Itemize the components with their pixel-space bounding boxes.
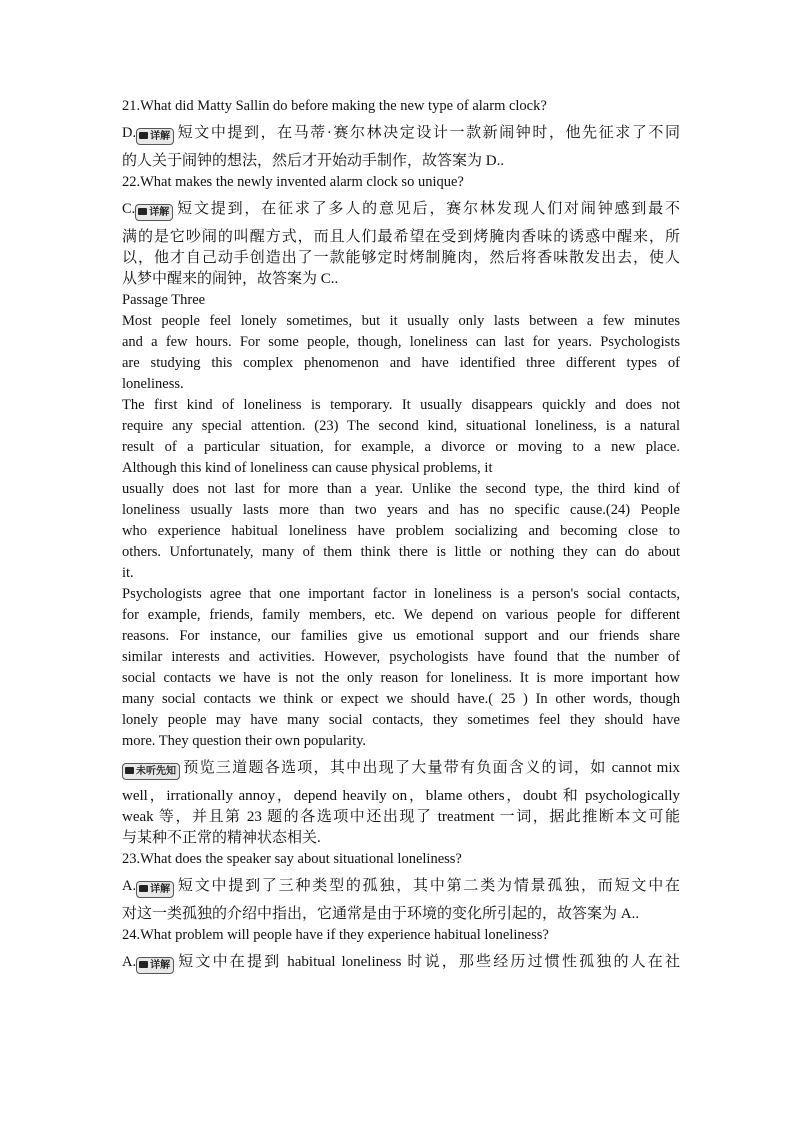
answer-22-explanation-cont: 从梦中醒来的闹钟，故答案为 C.. [122, 271, 339, 287]
question-23: 23.What does the speaker say about situational loneliness? [122, 851, 462, 867]
passage-line: and a few hours. For some people, though, loneliness can last for years. Psychologists [122, 334, 680, 350]
passage-line: require any special attention. (23) The second kind, situational loneliness, is a natural [122, 418, 680, 434]
answer-21-explanation-cont: 的人关于闹钟的想法，然后才开始动手制作，故答案为 D.. [122, 153, 505, 169]
answer-23 [122, 876, 680, 898]
answer-22-explanation-cont: 满的是它吵闹的叫醒方式，而且人们最希望在受到烤腌肉香味的诱惑中醒来，所 [122, 229, 680, 245]
answer-21-explanation: 短文中提到，在马蒂·赛尔林决定设计一款新闹钟时，他先征求了不同 [176, 125, 680, 141]
passage-line: loneliness usually lasts more than two years and has no specific cause.(24) People [122, 502, 680, 518]
preview-text: 预览三道题各选项，其中出现了大量带有负面含义的词，如 cannot mix [182, 760, 680, 776]
passage-line: lonely people may have many social contacts, they sometimes feel they should have [122, 712, 680, 728]
answer-22 [122, 199, 680, 221]
answer-24-letter: A. [122, 954, 137, 970]
passage-line: Although this kind of loneliness can cause physical problems, it [122, 460, 493, 476]
detail-badge: 详解 [136, 881, 174, 898]
passage-line: many social contacts we think or expect we should have.( 25 ) In other words, though [122, 691, 680, 707]
passage-line: result of a particular situation, for example, a divorce or moving to a new place. [122, 439, 680, 455]
answer-24 [122, 952, 680, 974]
answer-22-letter: C. [122, 201, 136, 217]
passage-line: are studying this complex phenomenon and have identified three different types of [122, 355, 680, 371]
detail-badge: 详解 [135, 204, 173, 221]
passage-line: Psychologists agree that one important factor in loneliness is a person's social contacts, [122, 586, 680, 602]
detail-badge: 详解 [136, 128, 174, 145]
passage-line: usually does not last for more than a year. Unlike the second type, the third kind of [122, 481, 680, 497]
detail-badge: 详解 [136, 957, 174, 974]
folder-icon [139, 132, 148, 139]
question-22: 22.What makes the newly invented alarm clock so unique? [122, 174, 464, 190]
preview-text-cont: weak 等，并且第 23 题的各选项中还出现了 treatment 一词，据此推断本文可能 [122, 809, 680, 825]
answer-22-explanation: 短文提到，在征求了多人的意见后，赛尔林发现人们对闹钟感到最不 [175, 201, 680, 217]
preview-note [122, 758, 680, 780]
preview-badge: 未听先知 [122, 763, 180, 780]
answer-23-explanation-cont: 对这一类孤独的介绍中指出，它通常是由于环境的变化所引起的，故答案为 A.. [122, 906, 640, 922]
passage-line: Most people feel lonely sometimes, but it usually only lasts between a few minutes [122, 313, 680, 329]
folder-icon [138, 208, 147, 215]
passage-line: for example, friends, family members, etc. We depend on various people for different [122, 607, 680, 623]
passage-line: loneliness. [122, 376, 184, 392]
passage-line: reasons. For instance, our families give us emotional support and our friends share [122, 628, 680, 644]
passage-title: Passage Three [122, 292, 206, 308]
answer-24-explanation: 短文中在提到 habitual loneliness 时说，那些经历过惯性孤独的人在社 [176, 954, 680, 970]
question-21: 21.What did Matty Sallin do before making the new type of alarm clock? [122, 98, 547, 114]
passage-line: who experience habitual loneliness have problem socializing and becoming close to [122, 523, 680, 539]
passage-line: others. Unfortunately, many of them think there is little or nothing they can do about [122, 544, 680, 560]
preview-text-cont: 与某种不正常的精神状态相关. [122, 830, 321, 846]
answer-21-letter: D. [122, 125, 137, 141]
passage-line: it. [122, 565, 134, 581]
passage-line: more. They question their own popularity. [122, 733, 367, 749]
folder-icon [139, 961, 148, 968]
passage-line: social contacts we have is not the only reason for loneliness. It is more important how [122, 670, 680, 686]
preview-text-cont: well，irrationally annoy，depend heavily on，blame others，doubt 和 psychologically [122, 788, 680, 804]
folder-icon [139, 885, 148, 892]
question-24: 24.What problem will people have if they experience habitual loneliness? [122, 927, 549, 943]
folder-icon [125, 767, 134, 774]
answer-21 [122, 123, 680, 145]
passage-line: similar interests and activities. However, psychologists have found that the number of [122, 649, 680, 665]
answer-23-letter: A. [122, 878, 137, 894]
passage-line: The first kind of loneliness is temporary. It usually disappears quickly and does not [122, 397, 680, 413]
document-page [122, 96, 680, 974]
answer-23-explanation: 短文中提到了三种类型的孤独，其中第二类为情景孤独，而短文中在 [176, 878, 680, 894]
answer-22-explanation-cont: 以，他才自己动手创造出了一款能够定时烤制腌肉，然后将香味散发出去，使人 [122, 250, 680, 266]
